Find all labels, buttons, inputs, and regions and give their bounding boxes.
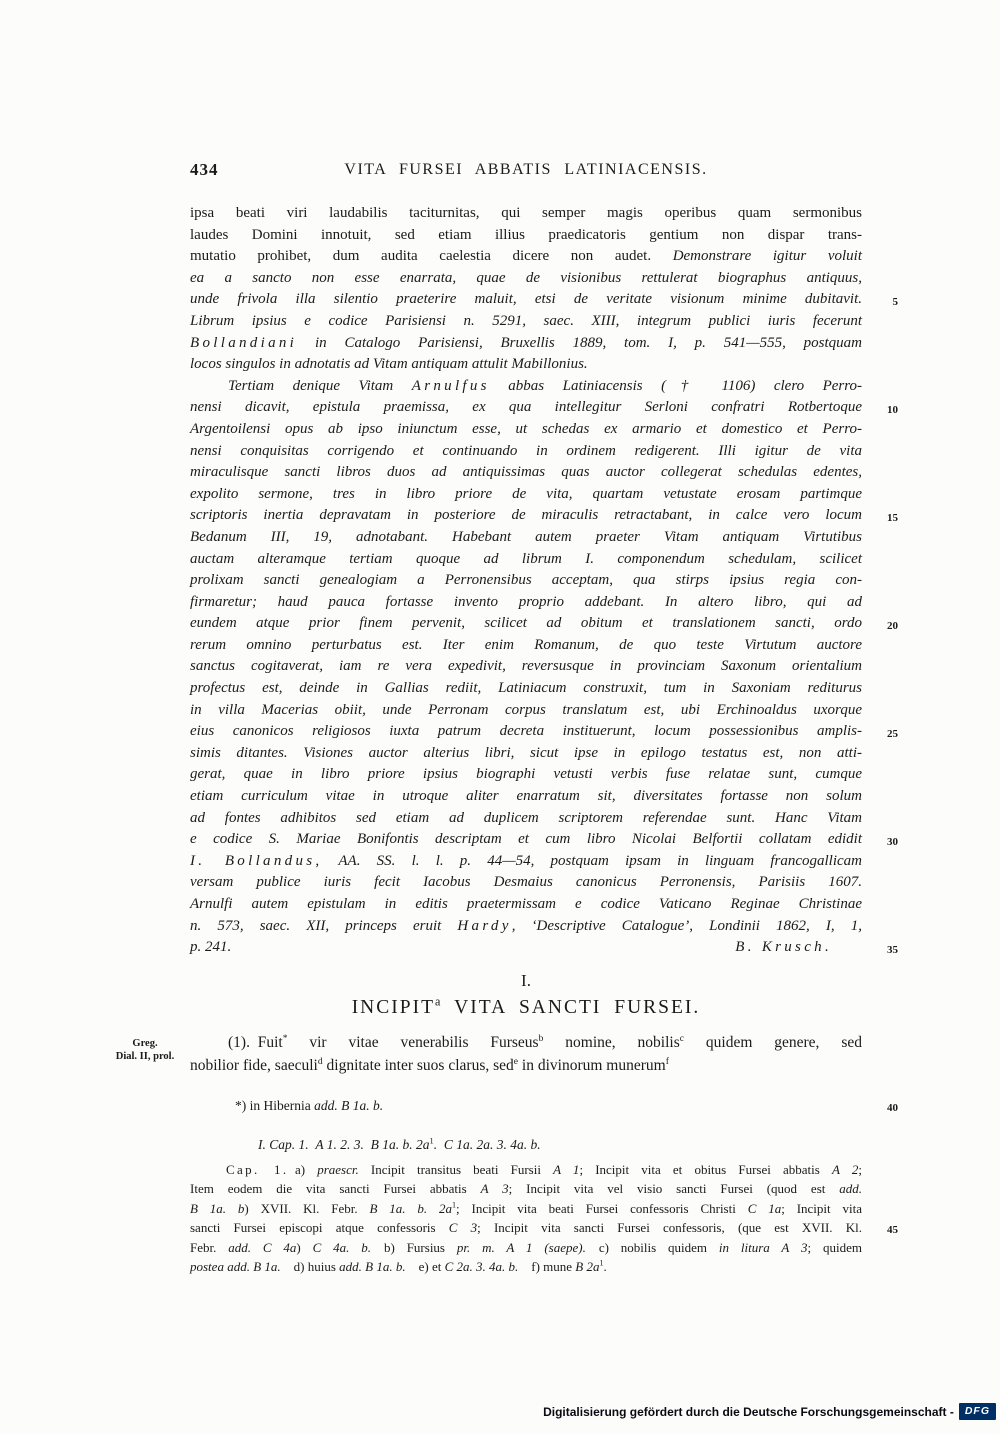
credit-text: Digitalisierung gefördert durch die Deutsche Forschungsgemeinschaft - bbox=[543, 1404, 954, 1419]
text-segment: 1 bbox=[429, 1136, 434, 1146]
apparatus-sigla-heading bbox=[190, 1135, 862, 1154]
text-line bbox=[190, 721, 898, 743]
text-line bbox=[190, 419, 862, 441]
digitization-credit bbox=[543, 1403, 996, 1420]
text-segment: A 2 bbox=[832, 1162, 859, 1177]
footnote-star bbox=[190, 1096, 898, 1115]
text-line bbox=[190, 1199, 862, 1218]
text-line bbox=[190, 635, 862, 657]
text-segment: nensi conquisitas corrigendo et continuando in ordinem redigerent. Illi igitur de vita bbox=[190, 442, 862, 459]
text-segment: a) bbox=[288, 1162, 318, 1177]
margin-line-number: 15 bbox=[887, 512, 898, 525]
text-segment: in litura A 3 bbox=[718, 1239, 808, 1255]
text-segment: mutatio prohibet, dum audita caelestia dicere non audet. bbox=[190, 248, 673, 265]
text-line bbox=[190, 937, 898, 959]
text-segment: p. 241. bbox=[190, 939, 232, 956]
text-segment: Arnulfi autem epistulam in editis praetermissam e codice Vaticano Reginae Christinae bbox=[190, 896, 862, 912]
text-segment: ) XVII. Kl. Febr. bbox=[244, 1200, 370, 1216]
text-segment: . C 1a. 2a. 3. 4a. b. bbox=[433, 1137, 541, 1152]
text-segment: quidem genere, sed bbox=[684, 1034, 862, 1051]
text-segment: firmaretur; haud pauca fortasse invento proprio addebant. In altero libro, qui ad bbox=[190, 593, 862, 610]
text-segment: scriptoris inertia depravatam in posteriore de miraculis retractabant, in calce vero locum bbox=[190, 507, 862, 524]
text-segment: , ‘Descriptive Catalogue’, Londinii 1862, I, 1, bbox=[511, 917, 863, 934]
text-segment: pr. m. A 1 bbox=[456, 1239, 545, 1255]
margin-line-number: 45 bbox=[887, 1224, 898, 1237]
text-segment: unde frivola illa silentio praeterire maluit, etsi de veritate visionum minime dubitavit. bbox=[190, 291, 862, 308]
text-segment: ; Incipit vita beati Fursei confessoris Christi bbox=[456, 1200, 748, 1216]
margin-line-number: 30 bbox=[887, 836, 898, 849]
text-segment: Librum ipsius e codice Parisiensi n. 5291, saec. XIII, integrum publici iuris fecerunt bbox=[190, 312, 862, 329]
text-segment: I. Cap. 1. A 1. 2. 3. B 1a. b. 2a bbox=[258, 1137, 430, 1152]
text-segment: A 3 bbox=[480, 1181, 509, 1197]
text-segment: ; Incipit vita bbox=[781, 1200, 862, 1216]
text-line bbox=[190, 376, 862, 398]
text-segment: add. C 4a bbox=[228, 1239, 297, 1255]
text-segment: in villa Macerias obiit, unde Perronam corpus translatum est, ubi Erchinoaldus uxorque bbox=[190, 701, 862, 718]
text-segment: simis ditantes. Visiones auctor alterius libri, sicut ipse in epilogo testatus est, non atti- bbox=[190, 744, 862, 761]
page-header bbox=[190, 160, 862, 184]
text-segment: B 1a. b bbox=[190, 1200, 245, 1216]
text-segment: profectus est, deinde in Gallias rediit, Latiniacum construxit, tum in Saxoniam rediturus bbox=[190, 680, 862, 697]
text-line bbox=[190, 743, 862, 765]
text-segment: (1). Fuit bbox=[228, 1034, 283, 1051]
margin-line-number: 20 bbox=[887, 620, 898, 633]
text-line bbox=[190, 678, 862, 700]
text-line bbox=[190, 549, 862, 571]
text-line bbox=[190, 829, 898, 851]
text-segment: ; bbox=[858, 1162, 862, 1177]
text-segment: add. B 1a. b. bbox=[339, 1259, 406, 1275]
text-line bbox=[190, 656, 862, 678]
text-segment: auctam alteramque tertiam quoque ad librum I. componendum schedulam, scilicet bbox=[190, 550, 862, 567]
text-line bbox=[190, 1135, 862, 1154]
text-segment: f) mune bbox=[518, 1259, 576, 1275]
text-line bbox=[190, 1160, 862, 1179]
text-segment: nensi dicavit, epistula praemissa, ex qua intellegitur Serloni confratri Rotbertoque bbox=[190, 399, 862, 416]
text-segment: 1 bbox=[451, 1200, 457, 1210]
text-segment: B. Krusch. bbox=[735, 939, 832, 956]
text-segment: sancti Fursei episcopi atque confessoris bbox=[190, 1220, 449, 1236]
text-segment: Incipit transitus beati Fursii bbox=[358, 1162, 554, 1177]
text-segment: ipsa beati viri laudabilis taciturnitas, qui semper magis operibus quam sermonibus bbox=[190, 205, 862, 221]
text-line bbox=[190, 1257, 862, 1276]
running-title: VITA FURSEI ABBATIS LATINIACENSIS. bbox=[344, 161, 708, 178]
text-segment: Febr. bbox=[190, 1239, 229, 1255]
text-segment: postea add. B 1a. bbox=[190, 1259, 281, 1275]
text-segment: Bedanum III, 19, adnotabant. Habebant autem praeter Vitam antiquam Virtutibus bbox=[190, 528, 862, 545]
section-numeral: I. bbox=[521, 971, 531, 990]
text-segment: B 1a. b. 2a bbox=[369, 1200, 452, 1216]
text-segment: I. Bollandus, bbox=[190, 852, 323, 869]
text-segment: prolixam sancti genealogiam a Perronensibus acceptam, qua stirps ipsius regia con- bbox=[190, 572, 862, 589]
text-line bbox=[190, 354, 862, 376]
text-segment: eius canonicos religiosos iuxta patrum decreta instituerunt, locum possessionibus amplis- bbox=[190, 723, 862, 740]
text-segment: dignitate inter suos clarus, sed bbox=[322, 1057, 514, 1074]
text-line bbox=[190, 916, 862, 938]
text-segment: ; Incipit vita et obitus Fursei abbatis bbox=[579, 1162, 832, 1177]
text-segment: nomine, nobilis bbox=[543, 1034, 680, 1051]
text-segment: praescr. bbox=[317, 1162, 359, 1177]
text-segment: Demonstrare igitur voluit bbox=[672, 248, 862, 265]
text-segment: a bbox=[435, 994, 443, 1009]
text-segment: . bbox=[603, 1259, 607, 1275]
text-segment: d) huius bbox=[280, 1259, 340, 1275]
text-segment: ea a sancto non esse enarrata, quae de visionibus rettulerat biographus antiquus, bbox=[190, 269, 862, 286]
text-line bbox=[190, 592, 862, 614]
margin-note-line2: Dial. II, prol. bbox=[115, 1050, 175, 1062]
text-line bbox=[190, 289, 898, 311]
text-line bbox=[190, 1054, 862, 1077]
text-segment: (saepe). bbox=[544, 1239, 586, 1255]
margin-line-number: 40 bbox=[887, 1102, 898, 1114]
text-segment: Arnulfus bbox=[411, 377, 490, 394]
text-segment: Bollandiani bbox=[190, 334, 298, 351]
text-segment: INCIPIT bbox=[351, 997, 436, 1018]
text-segment: 1 bbox=[599, 1258, 604, 1268]
text-segment: * bbox=[282, 1032, 288, 1044]
text-line bbox=[190, 268, 862, 290]
text-segment: Cap. 1. bbox=[226, 1162, 289, 1177]
text-segment: e) et bbox=[405, 1259, 445, 1275]
editorial-preface bbox=[190, 203, 898, 959]
text-segment: ; quidem bbox=[807, 1239, 862, 1255]
text-segment: vir vitae venerabilis Furseus bbox=[287, 1034, 539, 1051]
margin-line-number: 35 bbox=[887, 944, 898, 957]
text-line bbox=[190, 613, 898, 635]
text-segment: sanctus cogitaverat, iam re vera expedivit, reversusque in provinciam Saxonum orientalium bbox=[190, 658, 862, 675]
text-segment: Item eodem die vita sancti Fursei abbatis bbox=[190, 1181, 481, 1197]
text-segment: etiam curriculum vitae in utroque aliter enarratum sit, diversitates fortasse non solum bbox=[190, 788, 862, 805]
text-segment: f bbox=[665, 1055, 669, 1067]
margin-source-note bbox=[103, 1038, 187, 1063]
text-segment: expolito sermone, tres in libro priore de vita, quartam vetustate erosam partimque bbox=[190, 485, 862, 502]
text-line bbox=[190, 700, 862, 722]
text-segment: Tertiam denique Vitam bbox=[228, 377, 412, 394]
text-segment: eundem atque prior finem pervenit, scilicet ad obitum et translationem sancti, ordo bbox=[190, 615, 862, 632]
preface-paragraph-2 bbox=[190, 376, 898, 959]
text-segment: versam publice iuris fecit Iacobus Desmaius canonicus Perronensis, Parisiis 1607. bbox=[190, 874, 862, 891]
text-segment: ; Incipit vita sancti Fursei confessoris, (que est XVII. Kl. bbox=[477, 1220, 863, 1236]
text-line bbox=[190, 505, 898, 527]
text-segment: ; Incipit vita vel visio sancti Fursei (quod est bbox=[508, 1181, 840, 1197]
text-segment: rerum omnino perturbatus est. Iter enim Romanum, de quo teste Virtutum auctore bbox=[190, 636, 862, 653]
text-line bbox=[190, 225, 862, 247]
text-segment: add. bbox=[839, 1181, 862, 1197]
preface-paragraph-1 bbox=[190, 203, 898, 376]
text-line bbox=[190, 333, 862, 355]
text-line bbox=[190, 462, 862, 484]
text-line bbox=[190, 441, 862, 463]
text-line bbox=[190, 484, 862, 506]
text-segment: nobilior fide, saeculi bbox=[190, 1057, 318, 1074]
margin-line-number: 25 bbox=[887, 728, 898, 741]
margin-line-number: 10 bbox=[887, 404, 898, 417]
text-segment: c) nobilis quidem bbox=[585, 1239, 719, 1255]
text-segment: e bbox=[513, 1055, 519, 1067]
text-segment: Argentoilensi opus ab ipso iniunctum esse, ut schedas ex armario et domestico et Perro- bbox=[190, 420, 862, 437]
text-segment: *) in Hibernia bbox=[235, 1098, 315, 1113]
text-line bbox=[190, 1096, 898, 1115]
text-segment: abbas Latiniacensis († 1106) clero Perro- bbox=[489, 377, 863, 394]
text-segment: A 1 bbox=[553, 1162, 580, 1177]
text-line bbox=[190, 570, 862, 592]
text-line bbox=[190, 1179, 862, 1198]
text-line bbox=[190, 851, 862, 873]
page-number: 434 bbox=[190, 160, 219, 179]
text-line bbox=[190, 764, 862, 786]
margin-line-number: 5 bbox=[892, 296, 898, 309]
text-segment: AA. SS. l. l. p. 44—54, postquam ipsam in linguam francogallicam bbox=[322, 852, 862, 869]
dfg-logo: DFG bbox=[959, 1403, 996, 1420]
text-segment: VITA SANCTI FURSEI. bbox=[442, 997, 701, 1018]
text-segment: e codice S. Mariae Bonifontis descriptam et cum libro Nicolai Belfortii collatam edidit bbox=[190, 831, 862, 848]
critical-apparatus bbox=[190, 1160, 898, 1276]
text-line bbox=[190, 894, 862, 916]
text-segment: in Catalogo Parisiensi, Bruxellis 1889, tom. I, p. 541—555, postquam bbox=[297, 334, 862, 351]
text-line bbox=[190, 1031, 862, 1054]
text-segment: n. 573, saec. XII, princeps eruit bbox=[190, 917, 458, 934]
text-segment: C 4a. b. bbox=[312, 1239, 371, 1255]
chapter-text bbox=[190, 1031, 862, 1077]
margin-note-line1: Greg. bbox=[132, 1038, 158, 1049]
text-segment: C 1a bbox=[747, 1200, 782, 1216]
text-segment: locos singulos in adnotatis ad Vitam antiquam attulit Mabillonius. bbox=[190, 356, 588, 373]
text-segment: add. B 1a. b. bbox=[314, 1098, 384, 1113]
text-segment: Hardy bbox=[457, 917, 512, 934]
text-segment: C 2a. 3. 4a. b. bbox=[444, 1259, 519, 1275]
text-line bbox=[190, 1218, 898, 1237]
text-segment: b) Fursius bbox=[371, 1239, 457, 1255]
text-segment: d bbox=[317, 1055, 323, 1067]
text-segment: gerat, quae in libro priore ipsius biographi vetusti verbis fuse relatae sunt, cumque bbox=[190, 766, 862, 783]
text-line bbox=[190, 311, 862, 333]
text-segment: ad fontes adhibitos sed etiam ad duplicem scriptorem referendae sunt. Hanc Vitam bbox=[190, 809, 862, 826]
text-segment: ) bbox=[296, 1239, 313, 1255]
text-line bbox=[190, 246, 862, 268]
text-line bbox=[190, 872, 862, 894]
text-line bbox=[190, 203, 862, 225]
text-line bbox=[190, 994, 862, 1019]
text-line bbox=[190, 786, 862, 808]
text-segment: miraculisque sancti libros duos ad antiquissimas quas auctor collegerat schedulas edentes, bbox=[190, 464, 862, 481]
text-line bbox=[190, 808, 862, 830]
text-segment: in divinorum munerum bbox=[518, 1057, 666, 1074]
text-line bbox=[190, 1238, 862, 1257]
text-segment: B 2a bbox=[575, 1259, 600, 1275]
text-segment: laudes Domini innotuit, sed etiam illius praedicatoris gentium non dispar trans- bbox=[190, 226, 862, 243]
text-segment: C 3 bbox=[448, 1220, 478, 1236]
text-segment: c bbox=[679, 1032, 684, 1044]
text-line bbox=[190, 527, 862, 549]
text-segment: b bbox=[538, 1032, 544, 1044]
text-line bbox=[190, 397, 898, 419]
section-title bbox=[190, 994, 862, 1019]
